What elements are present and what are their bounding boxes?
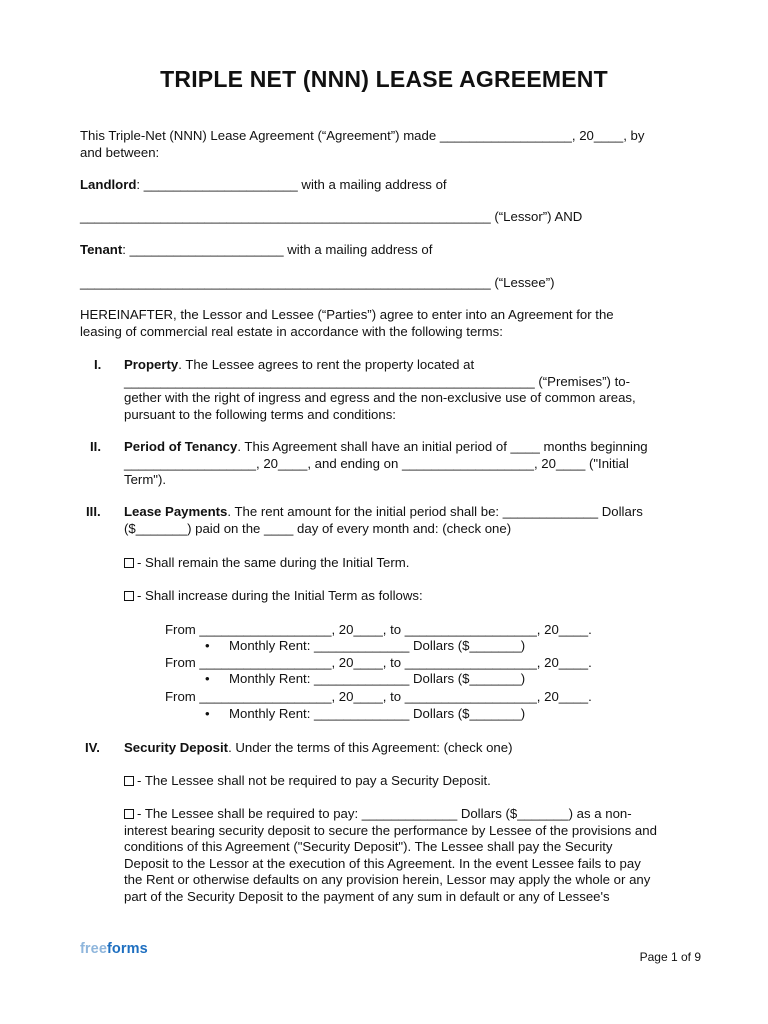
- deposit-pay-line-1-text: - The Lessee shall be required to pay: _____________ Dollars ($_______) as a non-: [137, 806, 632, 821]
- deposit-line-1-text: . Under the terms of this Agreement: (check one): [228, 740, 513, 755]
- section-tenancy: [124, 439, 689, 489]
- bullet-icon: •: [205, 638, 210, 653]
- option-rent-increase-label: - Shall increase during the Initial Term as follows:: [137, 588, 423, 603]
- hereinafter-paragraph: [80, 307, 690, 340]
- increase-rent-line-1: [205, 638, 525, 655]
- hereinafter-line-2: leasing of commercial real estate in accordance with the following terms:: [80, 323, 503, 339]
- landlord-address-line: ________________________________________________________ (“Lessor”) AND: [80, 209, 583, 224]
- intro-paragraph: [80, 128, 690, 161]
- option-deposit-none-label: - The Lessee shall not be required to pay a Security Deposit.: [137, 773, 491, 788]
- tenancy-heading: Period of Tenancy: [124, 439, 238, 454]
- increase-rent-text-3: Monthly Rent: _____________ Dollars ($_______): [229, 706, 526, 721]
- increase-from-line-3: From __________________, 20____, to __________________, 20____.: [165, 689, 592, 704]
- section-number-property: I.: [94, 357, 102, 372]
- landlord-text: : _____________________ with a mailing address of: [136, 177, 447, 192]
- property-line-3: gether with the right of ingress and egress and the non-exclusive use of common areas,: [124, 390, 636, 405]
- increase-from-line-1: From __________________, 20____, to __________________, 20____.: [165, 622, 592, 637]
- section-deposit: [124, 740, 689, 757]
- deposit-heading: Security Deposit: [124, 740, 229, 755]
- bullet-icon: •: [205, 671, 210, 686]
- checkbox-rent-increase[interactable]: [124, 591, 134, 601]
- property-line-1-text: . The Lessee agrees to rent the property located at: [178, 357, 475, 372]
- option-rent-increase: [124, 588, 423, 605]
- increase-from-line-2: From __________________, 20____, to __________________, 20____.: [165, 655, 592, 670]
- deposit-pay-line-1: [124, 806, 689, 823]
- checkbox-deposit-none[interactable]: [124, 776, 134, 786]
- tenant-label: Tenant: [80, 242, 123, 257]
- property-line-4: pursuant to the following terms and conditions:: [124, 406, 396, 422]
- payments-line-1: [124, 504, 689, 521]
- tenant-text: : _____________________ with a mailing address of: [122, 242, 433, 257]
- payments-line-2: ($_______) paid on the ____ day of every month and: (check one): [124, 520, 512, 536]
- tenancy-line-1: [124, 439, 689, 456]
- bullet-icon: •: [205, 706, 210, 721]
- page-number: Page 1 of 9: [639, 950, 701, 964]
- increase-rent-text-1: Monthly Rent: _____________ Dollars ($_______): [229, 638, 526, 653]
- section-number-tenancy: II.: [90, 439, 101, 454]
- section-payments: [124, 504, 689, 537]
- checkbox-deposit-pay[interactable]: [124, 809, 134, 819]
- checkbox-rent-same[interactable]: [124, 558, 134, 568]
- intro-line-2: and between:: [80, 144, 160, 160]
- increase-rent-line-3: [205, 706, 525, 723]
- deposit-pay-line-6: part of the Security Deposit to the payment of any sum in default or any of Lessee's: [124, 888, 610, 904]
- option-deposit-pay: [124, 806, 689, 905]
- payments-heading: Lease Payments: [124, 504, 228, 519]
- payments-line-1-text: . The rent amount for the initial period shall be: _____________ Dollars: [227, 504, 643, 519]
- section-property: [124, 357, 689, 423]
- tenant-address-line: ________________________________________________________ (“Lessee”): [80, 275, 555, 290]
- logo-free-text: free: [80, 941, 107, 957]
- tenancy-line-1-text: . This Agreement shall have an initial period of ____ months beginning: [237, 439, 648, 454]
- option-rent-same-label: - Shall remain the same during the Initial Term.: [137, 555, 410, 570]
- freeforms-logo[interactable]: [80, 941, 148, 958]
- property-line-1: [124, 357, 689, 374]
- section-number-deposit: IV.: [85, 740, 100, 755]
- deposit-pay-line-5: the Rent or otherwise defaults on any provision herein, Lessor may apply the whole or any: [124, 872, 651, 887]
- increase-rent-text-2: Monthly Rent: _____________ Dollars ($_______): [229, 671, 526, 686]
- tenant-line: [80, 242, 432, 259]
- document-title: TRIPLE NET (NNN) LEASE AGREEMENT: [160, 66, 608, 92]
- deposit-pay-line-3: conditions of this Agreement ("Security Deposit"). The Lessee shall pay the Security: [124, 839, 613, 854]
- property-heading: Property: [124, 357, 179, 372]
- deposit-pay-line-4: Deposit to the Lessor at the execution of this Agreement. In the event Lessee fails to pay: [124, 855, 641, 871]
- deposit-pay-line-2: interest bearing security deposit to secure the performance by Lessee of the provisions and: [124, 822, 657, 838]
- hereinafter-line-1: HEREINAFTER, the Lessor and Lessee (“Parties”) agree to enter into an Agreement for the: [80, 307, 614, 322]
- increase-rent-line-2: [205, 671, 525, 688]
- option-deposit-none: [124, 773, 491, 790]
- property-line-2: ________________________________________________________ (“Premises”) to-: [124, 373, 630, 389]
- deposit-line-1: [124, 740, 689, 757]
- intro-line-1: This Triple-Net (NNN) Lease Agreement (“Agreement”) made __________________, 20____, by: [80, 128, 645, 143]
- landlord-line: [80, 177, 447, 194]
- landlord-label: Landlord: [80, 177, 137, 192]
- tenancy-line-2: __________________, 20____, and ending on __________________, 20____ ("Initial: [124, 455, 629, 471]
- tenancy-line-3: Term").: [124, 472, 167, 487]
- option-rent-same: [124, 555, 409, 572]
- logo-forms-text: forms: [107, 941, 148, 957]
- section-number-payments: III.: [86, 504, 101, 519]
